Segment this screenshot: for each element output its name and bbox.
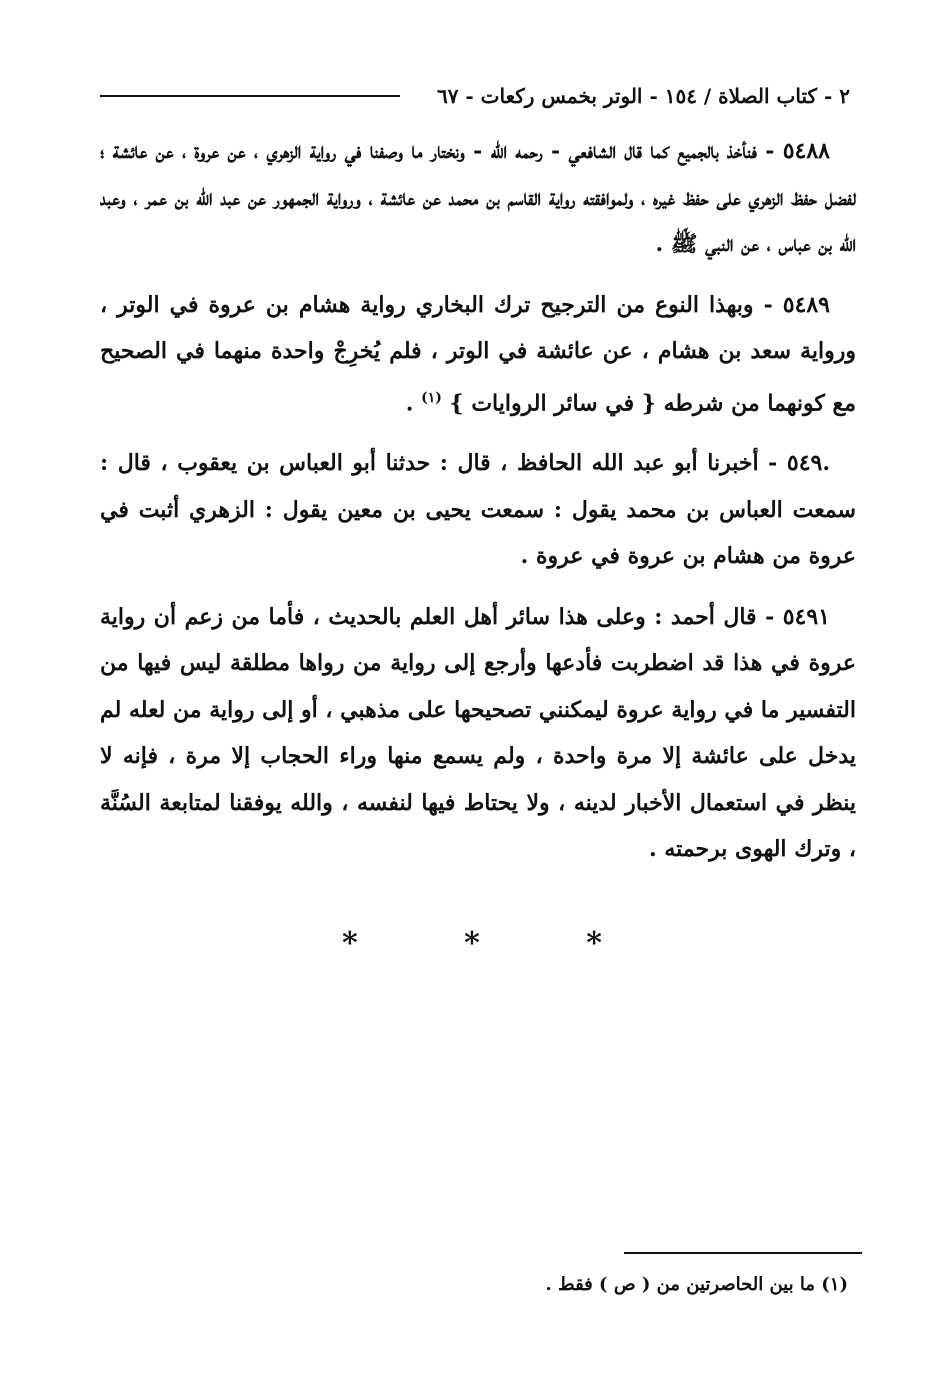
- running-header: [88, 78, 850, 114]
- main-text: [100, 128, 856, 887]
- header-title: ٢ - كتاب الصلاة / ١٥٤ - الوتر بخمس ركعات - ٦٧: [436, 84, 850, 108]
- separator-star: *: [586, 926, 602, 961]
- footnote-rule: [624, 1252, 862, 1254]
- separator-star: *: [464, 926, 480, 961]
- section-separator: [0, 926, 944, 961]
- paragraph-5491: ٥٤٩١ - قال أحمد : وعلى هذا سائر أهل العلم بالحديث ، فأما من زعم أن رواية عروة في هذا قد اضطربت فأدعها وأرجع إلى رواية من رواها مطلقة ليس فيها من التفسير ما في رواية عروة ليمكنني تصحيحها على مذهبي ، أو إلى رواية من لعله لم يدخل على عائشة إلا مرة واحدة ، ولم يسمع منها وراء الحجاب إلا مرة ، فإنه لا ينظر في استعمال الأخبار لدينه ، ولا يحتاط فيها لنفسه ، والله يوفقنا لمتابعة السُنَّة ، وترك الهوى برحمته .: [99, 603, 857, 863]
- footnote: (١) ما بين الحاصرتين من ( ص ) فقط .: [545, 1274, 848, 1295]
- header-rule: [100, 95, 400, 97]
- footnote-marker: (١): [421, 389, 442, 406]
- paragraph-5489-text: ٥٤٨٩ - وبهذا النوع من الترجيح ترك البخاري رواية هشام بن عروة في الوتر ، ورواية سعد بن هشام ، عن عائشة في الوتر ، فلم يُخرِجْ واحدة منهما في الصحيح مع كونهما من شرطه { في سائر الروايات }: [100, 291, 856, 416]
- paragraph-5489: [100, 282, 856, 427]
- separator-star: *: [341, 926, 358, 961]
- paragraph-5489-end: .: [405, 389, 422, 416]
- paragraph-5488: ٥٤٨٨ - فنأخذ بالجميع كما قال الشافعي - رحمه الله - ونختار ما وصفنا في رواية الزهري ، عن عروة ، عن عائشة ؛ لفضل حفظ الزهري على حفظ غيره ، ولموافقته رواية القاسم بن محمد عن عائشة ، ورواية الجمهور عن عبد الله بن عمر ، وعبد الله بن عباس ، عن النبي ﷺ .: [100, 138, 856, 257]
- paragraph-5490: .٥٤٩ - أخبرنا أبو عبد الله الحافظ ، قال : حدثنا أبو العباس بن يعقوب ، قال : سمعت العباس بن محمد يقول : سمعت يحيى بن معين يقول : الزهري أثبت في عروة من هشام بن عروة في عروة .: [100, 450, 856, 570]
